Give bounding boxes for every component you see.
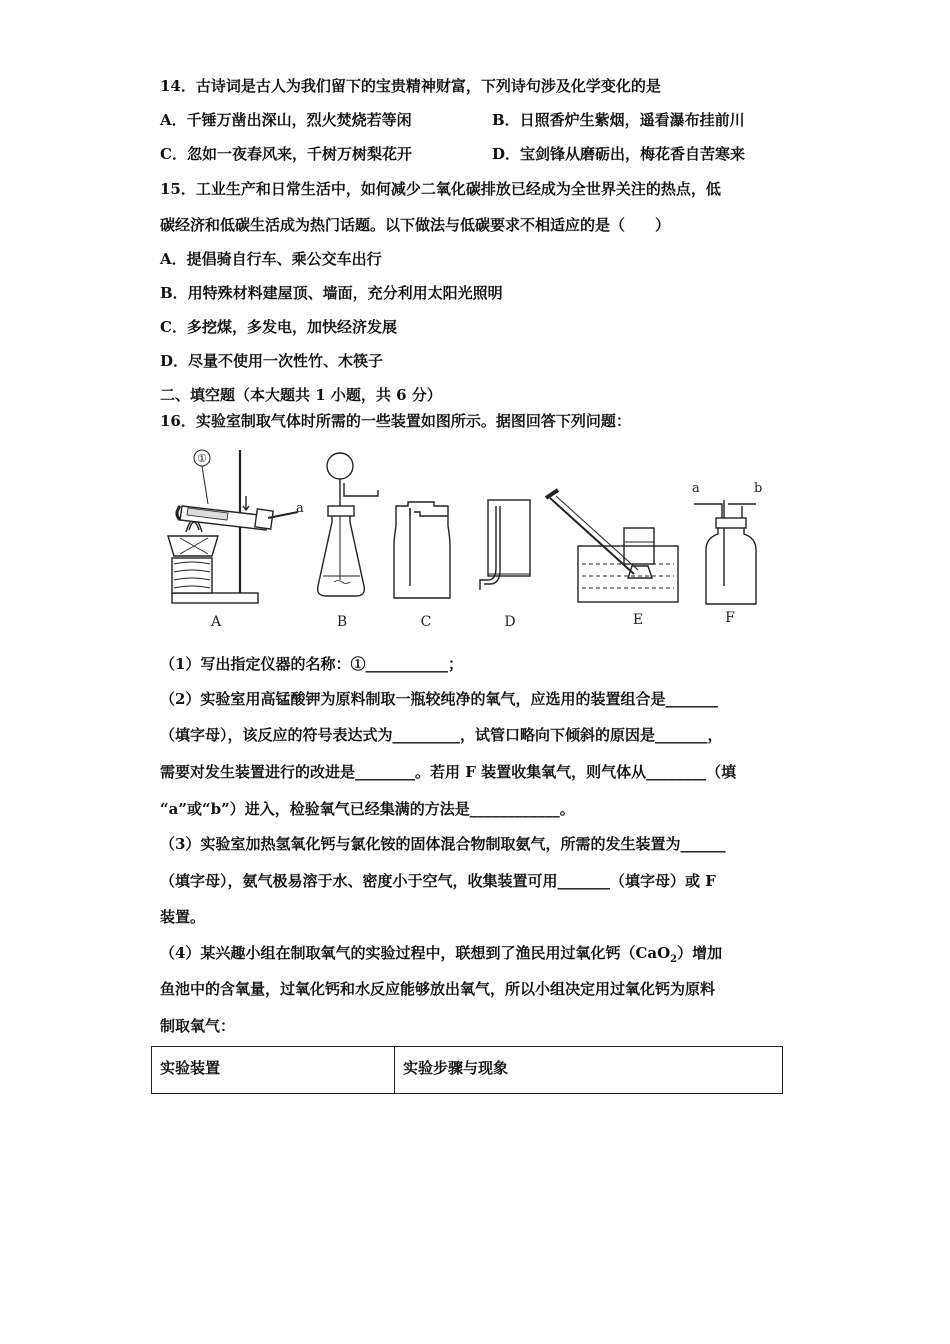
q14-option-a: A．千锤万凿出深山，烈火焚烧若等闲 [160,111,412,129]
q15-stem-line1: 15．工业生产和日常生活中，如何减少二氧化碳排放已经成为全世界关注的热点，低 [160,180,721,198]
q16-part4-line1 [160,943,722,970]
apparatus-figure [158,446,788,632]
q16-part4-line1-pre: （4）某兴趣小组在制取氧气的实验过程中，联想到了渔民用过氧化钙（CaO [160,944,671,962]
port-a-label: a [692,481,700,496]
label-e: E [632,612,644,628]
q16-part4-line2: 鱼池中的含氧量，过氧化钙和水反应能够放出氧气，所以小组决定用过氧化钙为原料 [160,980,716,998]
apparatus-d [480,500,530,590]
section-heading: 二、填空题（本大题共 1 小题，共 6 分） [160,386,442,404]
q14-option-c: C．忽如一夜春风来，千树万树梨花开 [160,145,412,163]
q16-part2-line2: （填字母），该反应的符号表达式为_________，试管口略向下倾斜的原因是_______， [160,726,723,744]
q16-part2-line4: “a”或“b”）进入，检验氧气已经集满的方法是____________。 [160,800,575,818]
q16-stem: 16．实验室制取气体时所需的一些装置如图所示。据图回答下列问题： [160,412,631,430]
q16-part1: （1）写出指定仪器的名称：①___________； [160,655,463,673]
q15-option-b: B．用特殊材料建屋顶、墙面，充分利用太阳光照明 [160,284,503,302]
apparatus-b [318,453,378,596]
apparatus-c [394,502,450,598]
q16-part3-line2: （填字母），氨气极易溶于水、密度小于空气，收集装置可用_______（填字母）或 F [160,872,716,890]
q15-option-d: D．尽量不使用一次性竹、木筷子 [160,352,384,370]
q16-part2-line3: 需要对发生装置进行的改进是________。若用 F 装置收集氧气，则气体从________（填 [160,763,737,781]
experiment-table [151,1046,783,1094]
label-a: A [210,614,222,630]
apparatus-f [692,481,762,604]
table-header-row [152,1047,783,1094]
q15-option-c: C．多挖煤，多发电，加快经济发展 [160,318,397,336]
q14-option-b: B．日照香炉生紫烟，遥看瀑布挂前川 [492,111,745,129]
marker-1-label: ① [197,452,207,465]
table-header-steps: 实验步骤与现象 [395,1047,783,1094]
label-f: F [725,610,735,626]
q15-stem-line2: 碳经济和低碳生活成为热门话题。以下做法与低碳要求不相适应的是（ ） [160,216,671,234]
label-b: B [336,614,348,630]
apparatus-a [168,450,304,603]
q16-part2-line1: （2）实验室用高锰酸钾为原料制取一瓶较纯净的氧气，应选用的装置组合是_______ [160,690,718,708]
q16-part3-line3: 装置。 [160,908,206,926]
label-d: D [504,614,516,630]
tube-end-a-label: a [296,501,304,516]
q16-part4-line1-post: ）增加 [677,944,723,962]
label-c: C [420,614,432,630]
q16-part4-line3: 制取氧气： [160,1017,236,1035]
table-header-apparatus: 实验装置 [152,1047,395,1094]
q16-part3-line1: （3）实验室加热氢氧化钙与氯化铵的固体混合物制取氨气，所需的发生装置为______ [160,835,726,853]
q16-part4-subscript: 2 [670,954,678,965]
q14-option-d: D．宝剑锋从磨砺出，梅花香自苦寒来 [492,145,746,163]
q15-option-a: A．提倡骑自行车、乘公交车出行 [160,250,382,268]
port-b-label: b [754,481,763,496]
apparatus-e [546,490,678,602]
q14-stem: 14．古诗词是古人为我们留下的宝贵精神财富，下列诗句涉及化学变化的是 [160,77,661,95]
